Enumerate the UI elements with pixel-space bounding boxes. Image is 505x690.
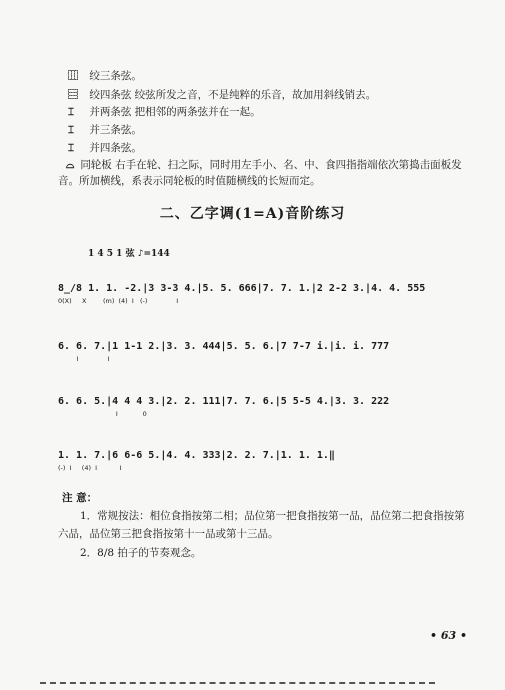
- legend-row-5: [68, 140, 142, 155]
- legend-text-4: 并三条弦。: [89, 124, 142, 136]
- lunban-icon: ⌓: [66, 159, 75, 171]
- notes-heading: 注 意：: [62, 492, 98, 504]
- bottom-rule: [40, 682, 435, 684]
- merge-two-strings-icon: ⌶: [68, 107, 74, 118]
- note-1: 1．常规按法：相位食指按第二相；品位第一把食指按第一品，品位第二把食指按第六品，品位第三把食指按第十一品或第十三品。: [58, 510, 465, 540]
- legend-row-3: [68, 104, 261, 119]
- lunban-text: 同轮板 右手在轮、扫之际，同时用左手小、名、中、食四指指端依次第捣击面板发音。所加横线，系表示同轮板的时值随横线的长短而定。: [58, 159, 462, 187]
- legend-row-2: [68, 86, 376, 102]
- staff-line-4: 1. 1. 7.|6 6-6 5.|4. 4. 333|2. 2. 7.|1. 1. 1.‖: [58, 450, 335, 461]
- legend-row-1: [68, 67, 142, 83]
- legend-text-1: 绞三条弦。: [89, 70, 142, 82]
- merge-three-strings-icon: ⌶: [68, 125, 74, 136]
- legend-text-5: 并四条弦。: [89, 142, 142, 154]
- staff-sub-3: I 0: [58, 410, 147, 418]
- staff-sub-4: (-) I (4) I I: [58, 464, 122, 472]
- merge-four-strings-icon: ⌶: [68, 143, 74, 154]
- legend-row-4: [68, 122, 142, 137]
- twist-four-strings-icon: ⿳: [68, 90, 78, 101]
- staff-line-1: 8̲/8 1. 1. -2.|3 3-3 4.|5. 5. 666|7. 7. 1.|2 2-2 3.|4. 4. 555: [58, 283, 426, 294]
- legend-text-3: 并两条弦 把相邻的两条弦并在一起。: [89, 106, 261, 118]
- staff-line-2: 6. 6. 7.|1 1-1 2.|3. 3. 444|5. 5. 6.|7 7-7 i.|i. i. 777: [58, 341, 390, 352]
- page-number: • 63 •: [429, 629, 467, 642]
- legend-text-2: 绞四条弦 绞弦所发之音，不是纯粹的乐音，故加用斜线销去。: [89, 89, 377, 101]
- staff-sub-2: I I: [58, 355, 110, 363]
- staff-sub-1: 0(X) X (m) (4) I (-) I: [58, 297, 179, 305]
- staff-line-3: 6. 6. 5.|4 4 4 3.|2. 2. 111|7. 7. 6.|5 5-5 4.|3. 3. 222: [58, 396, 390, 407]
- section-title: 二、乙字调(1=A)音阶练习: [159, 206, 346, 222]
- lunban-paragraph: [58, 157, 468, 189]
- note-2: 2．8/8 拍子的节奏观念。: [80, 547, 202, 559]
- tuning-tempo: 1 4 5 1 弦 ♪=144: [88, 249, 170, 259]
- twist-three-strings-icon: ⿲: [68, 71, 78, 82]
